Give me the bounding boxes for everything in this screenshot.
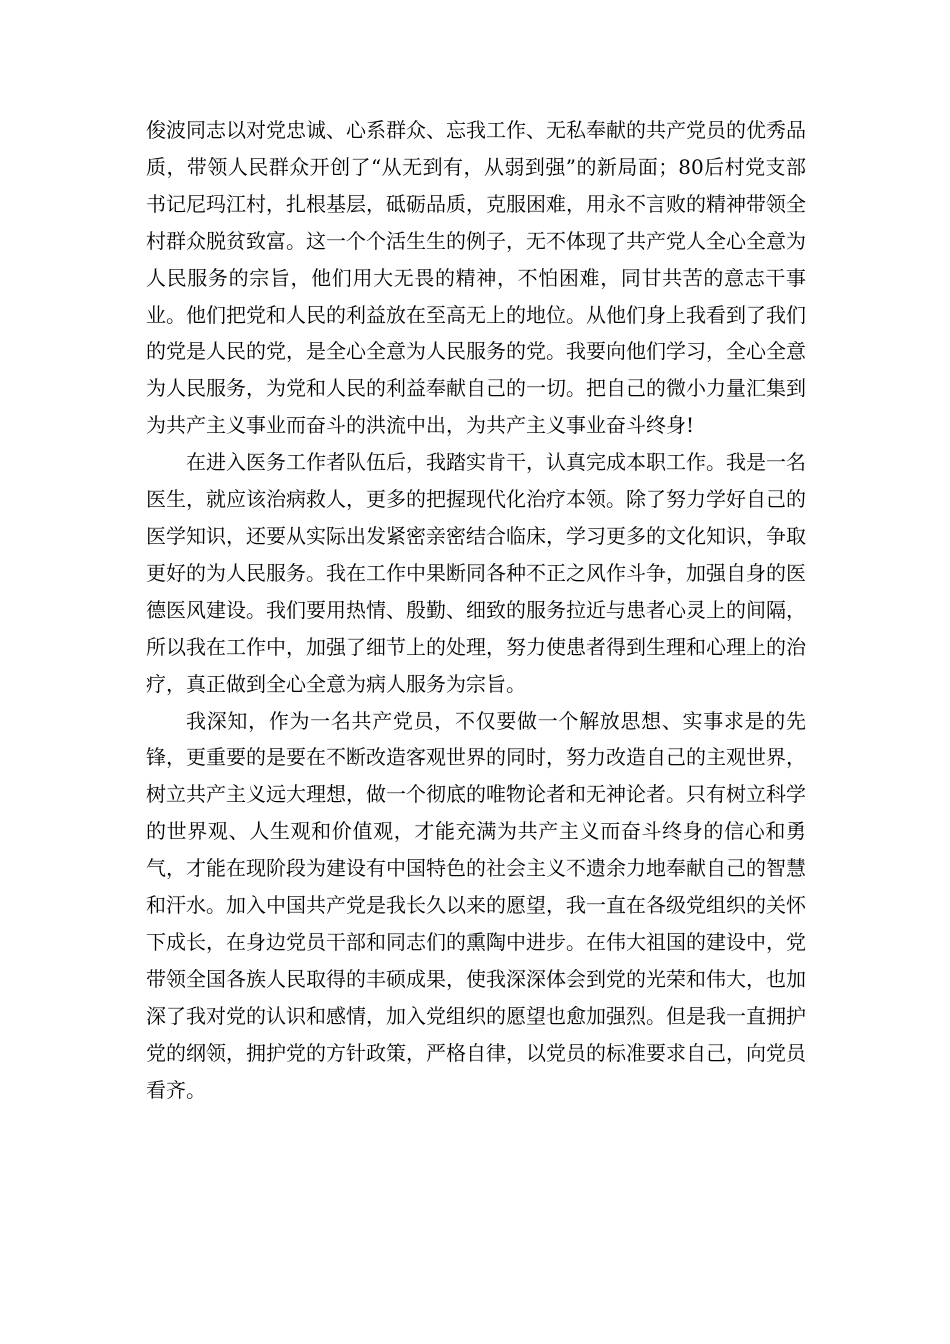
paragraph-continued: 俊波同志以对党忠诚、心系群众、忘我工作、无私奉献的共产党员的优秀品质，带领人民群众开创了“从无到有，从弱到强”的新局面；80后村党支部书记尼玛江村，扎根基层，砥砺品质，克服困难，用永不言败的精神带领全村群众脱贫致富。这一个个活生生的例子，无不体现了共产党人全心全意为人民服务的宗旨，他们用大无畏的精神，不怕困难，同甘共苦的意志干事业。他们把党和人民的利益放在至高无上的地位。从他们身上我看到了我们的党是人民的党，是全心全意为人民服务的党。我要向他们学习，全心全意为人民服务，为党和人民的利益奉献自己的一切。把自己的微小力量汇集到为共产主义事业而奋斗的洪流中出，为共产主义事业奋斗终身! (146, 118, 806, 438)
paragraph-medical-work: 在进入医务工作者队伍后，我踏实肯干，认真完成本职工作。我是一名医生，就应该治病救人，更多的把握现代化治疗本领。除了努力学好自己的医学知识，还要从实际出发紧密亲密结合临床，学习更多的文化知识，争取更好的为人民服务。我在工作中果断同各种不正之风作斗争，加强自身的医德医风建设。我们要用热情、殷勤、细致的服务拉近与患者心灵上的间隔，所以我在工作中，加强了细节上的处理，努力使患者得到生理和心理上的治疗，真正做到全心全意为病人服务为宗旨。 (146, 450, 806, 696)
document-body (146, 112, 806, 1108)
paragraph-party-member: 我深知，作为一名共产党员，不仅要做一个解放思想、实事求是的先锋，更重要的是要在不断改造客观世界的同时，努力改造自己的主观世界，树立共产主义远大理想，做一个彻底的唯物论者和无神论者。只有树立科学的世界观、人生观和价值观，才能充满为共产主义而奋斗终身的信心和勇气，才能在现阶段为建设有中国特色的社会主义不遗余力地奉献自己的智慧和汗水。加入中国共产党是我长久以来的愿望，我一直在各级党组织的关怀下成长，在身边党员干部和同志们的熏陶中进步。在伟大祖国的建设中，党带领全国各族人民取得的丰硕成果，使我深深体会到党的光荣和伟大，也加深了我对党的认识和感情，加入党组织的愿望也愈加强烈。但是我一直拥护党的纲领，拥护党的方针政策，严格自律，以党员的标准要求自己，向党员看齐。 (146, 708, 806, 1102)
